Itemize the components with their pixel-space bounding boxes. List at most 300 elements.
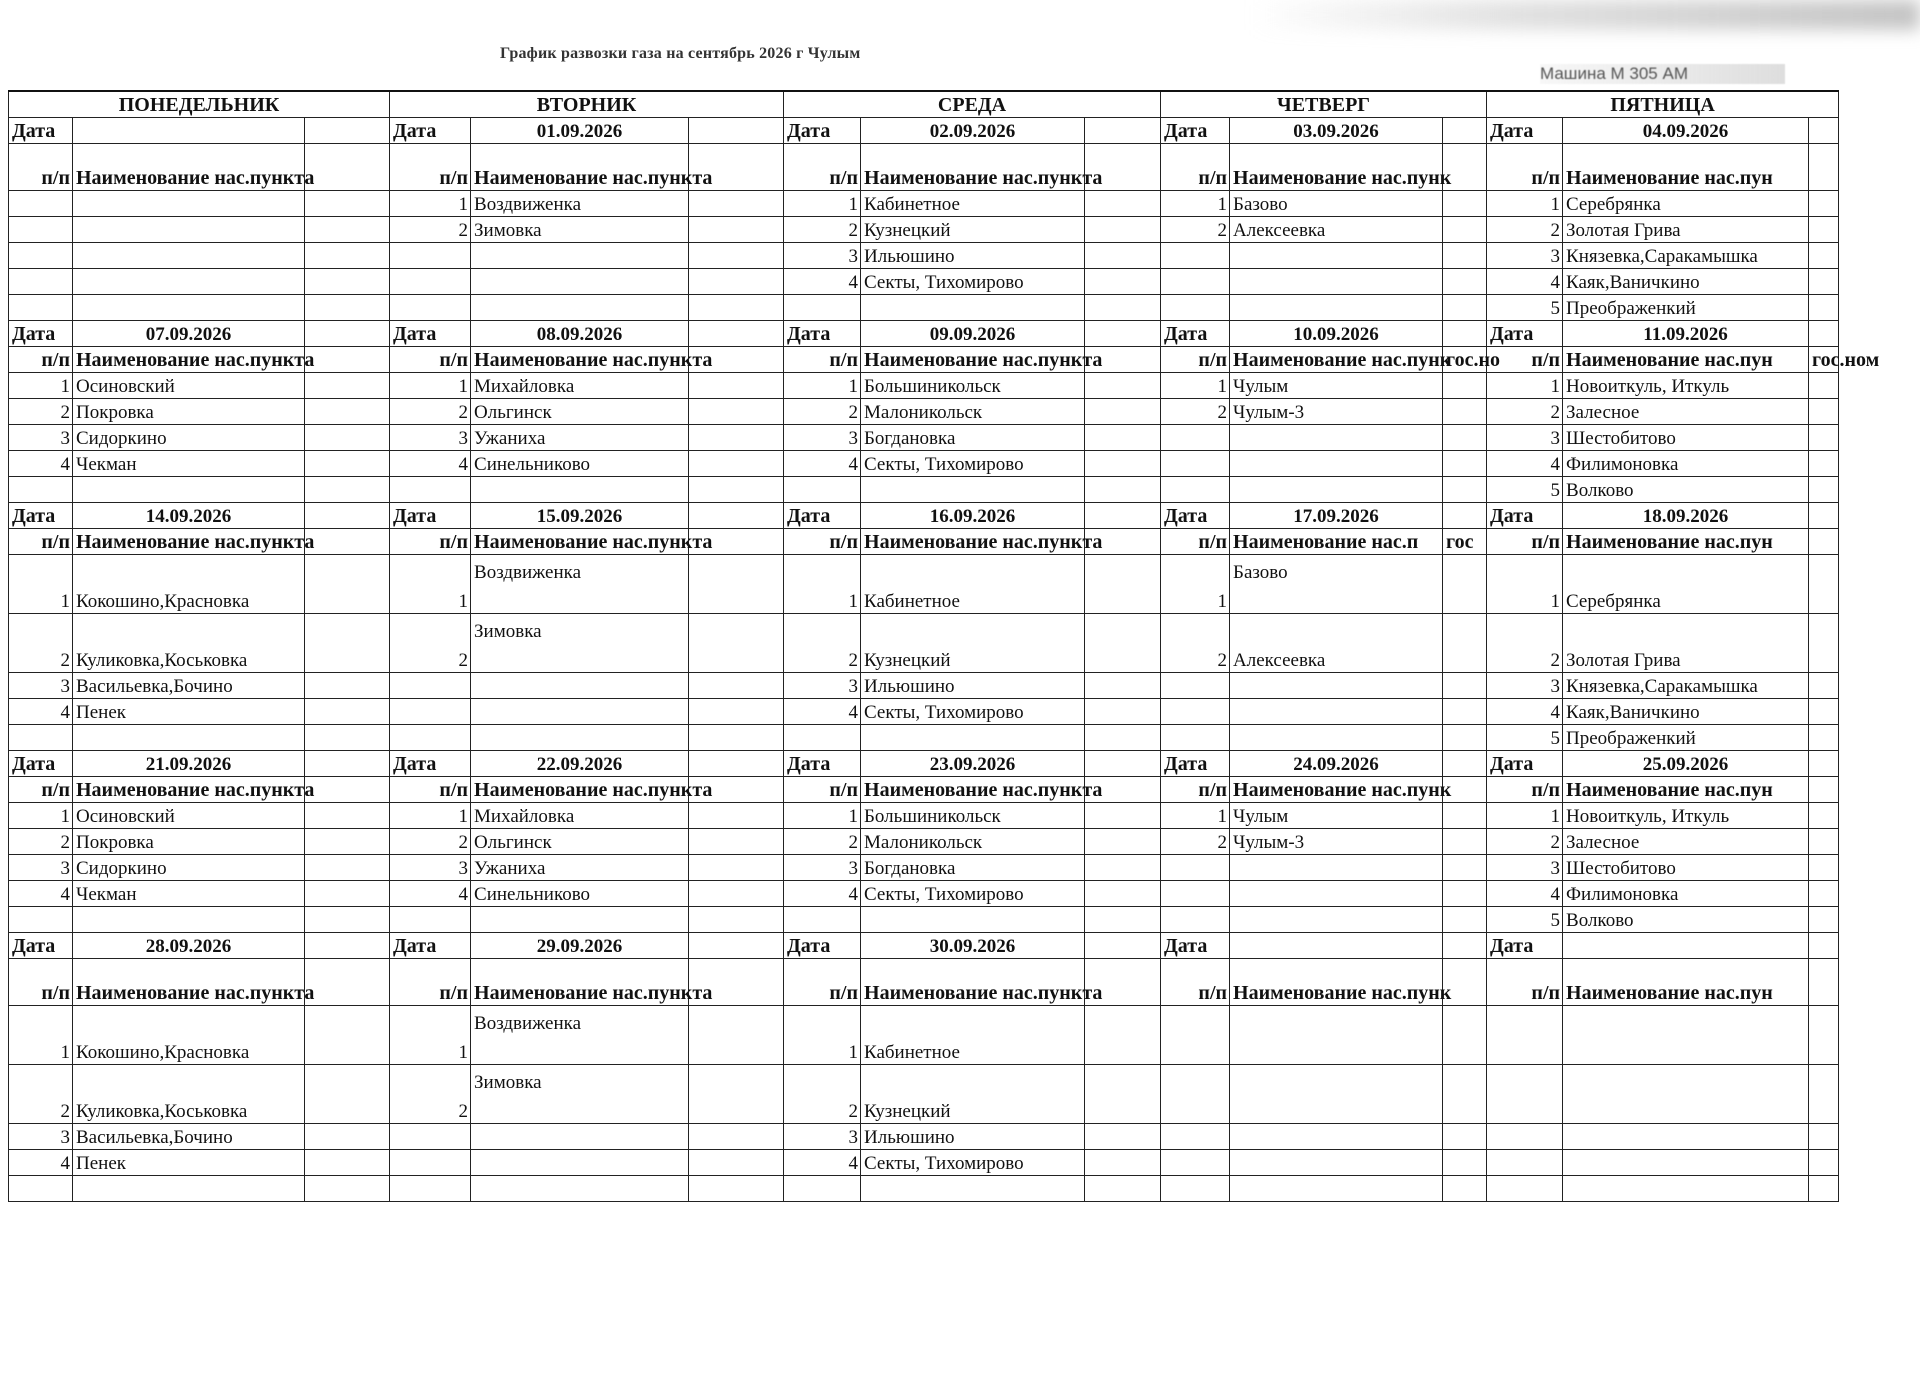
entry-num: 3 bbox=[1487, 425, 1563, 451]
entry-num bbox=[1161, 425, 1230, 451]
entry-gos bbox=[1809, 881, 1839, 907]
entry-gos bbox=[1085, 829, 1161, 855]
entry-num bbox=[9, 217, 73, 243]
entry-place bbox=[861, 295, 1085, 321]
entry-gos bbox=[305, 425, 390, 451]
entry-gos bbox=[1443, 614, 1487, 673]
entry-gos bbox=[1809, 855, 1839, 881]
entry-gos bbox=[305, 881, 390, 907]
entry-num bbox=[390, 1176, 471, 1202]
entry-num bbox=[9, 295, 73, 321]
entry-place: Ужаниха bbox=[471, 425, 689, 451]
date-extra bbox=[305, 751, 390, 777]
header-place: Наименование нас.пункта bbox=[861, 529, 1085, 555]
date-value: 29.09.2026 bbox=[471, 933, 689, 959]
date-value: 24.09.2026 bbox=[1230, 751, 1443, 777]
entry-num bbox=[390, 243, 471, 269]
entry-gos bbox=[1085, 1124, 1161, 1150]
day-header-3: ЧЕТВЕРГ bbox=[1161, 91, 1487, 118]
date-extra bbox=[305, 118, 390, 144]
date-value: 04.09.2026 bbox=[1563, 118, 1809, 144]
entry-gos bbox=[1443, 399, 1487, 425]
entry-place: Золотая Грива bbox=[1563, 614, 1809, 673]
entry-gos bbox=[305, 907, 390, 933]
entry-place bbox=[1230, 243, 1443, 269]
entry-gos bbox=[1809, 243, 1839, 269]
entry-gos bbox=[689, 881, 784, 907]
entry-gos bbox=[1085, 1176, 1161, 1202]
entry-gos bbox=[1085, 191, 1161, 217]
header-num: п/п bbox=[784, 529, 861, 555]
entry-gos bbox=[689, 829, 784, 855]
entry-gos bbox=[689, 477, 784, 503]
entry-place: Каяк,Ваничкино bbox=[1563, 699, 1809, 725]
entry-place: Малоникольск bbox=[861, 829, 1085, 855]
entry-place bbox=[1230, 1065, 1443, 1124]
entry-num: 2 bbox=[1487, 829, 1563, 855]
entry-num: 1 bbox=[9, 373, 73, 399]
entry-place: Большиникольск bbox=[861, 373, 1085, 399]
entry-gos bbox=[305, 1065, 390, 1124]
entry-gos bbox=[1809, 1006, 1839, 1065]
date-extra bbox=[1443, 118, 1487, 144]
entry-place: Секты, Тихомирово bbox=[861, 269, 1085, 295]
entry-place: Пенек bbox=[73, 1150, 305, 1176]
date-extra bbox=[689, 321, 784, 347]
entry-num: 2 bbox=[784, 614, 861, 673]
date-extra bbox=[305, 321, 390, 347]
entry-num: 4 bbox=[9, 451, 73, 477]
date-label: Дата bbox=[1487, 118, 1563, 144]
entry-num: 1 bbox=[1161, 191, 1230, 217]
date-extra bbox=[1085, 118, 1161, 144]
entry-num bbox=[390, 269, 471, 295]
header-place: Наименование нас.пун bbox=[1563, 529, 1809, 555]
entry-place: Ильюшино bbox=[861, 673, 1085, 699]
entry-gos bbox=[689, 425, 784, 451]
entry-place: Покровка bbox=[73, 399, 305, 425]
entry-num bbox=[1161, 1065, 1230, 1124]
entry-num: 4 bbox=[784, 881, 861, 907]
entry-place bbox=[73, 295, 305, 321]
header-gos bbox=[305, 144, 390, 191]
entry-place: Шестобитово bbox=[1563, 855, 1809, 881]
entry-num: 2 bbox=[784, 1065, 861, 1124]
entry-num: 2 bbox=[784, 217, 861, 243]
entry-place bbox=[861, 477, 1085, 503]
entry-place: Покровка bbox=[73, 829, 305, 855]
entry-num: 2 bbox=[1161, 829, 1230, 855]
entry-num bbox=[9, 243, 73, 269]
entry-gos bbox=[1809, 373, 1839, 399]
delivery-schedule-table bbox=[8, 90, 1880, 1202]
entry-gos bbox=[1809, 907, 1839, 933]
entry-num: 3 bbox=[390, 855, 471, 881]
entry-place bbox=[73, 243, 305, 269]
entry-num: 1 bbox=[1487, 803, 1563, 829]
entry-place: Кабинетное bbox=[861, 1006, 1085, 1065]
date-value: 07.09.2026 bbox=[73, 321, 305, 347]
entry-gos bbox=[1085, 1006, 1161, 1065]
entry-gos bbox=[1085, 217, 1161, 243]
entry-gos bbox=[1443, 373, 1487, 399]
entry-gos bbox=[1809, 399, 1839, 425]
header-place: Наименование нас.пун bbox=[1563, 959, 1809, 1006]
entry-gos bbox=[1443, 269, 1487, 295]
entry-gos bbox=[305, 725, 390, 751]
entry-place: Ильюшино bbox=[861, 243, 1085, 269]
entry-num: 1 bbox=[1487, 191, 1563, 217]
header-place: Наименование нас.пункта bbox=[73, 777, 305, 803]
date-label: Дата bbox=[390, 751, 471, 777]
header-num: п/п bbox=[1487, 777, 1563, 803]
header-num: п/п bbox=[1161, 347, 1230, 373]
entry-gos bbox=[1085, 295, 1161, 321]
date-extra bbox=[1809, 933, 1839, 959]
date-label: Дата bbox=[1161, 118, 1230, 144]
entry-num bbox=[1161, 451, 1230, 477]
entry-place: Кузнецкий bbox=[861, 1065, 1085, 1124]
entry-num bbox=[390, 699, 471, 725]
date-extra bbox=[689, 933, 784, 959]
entry-place bbox=[471, 1150, 689, 1176]
entry-num: 4 bbox=[784, 451, 861, 477]
entry-gos bbox=[689, 399, 784, 425]
entry-gos bbox=[1443, 829, 1487, 855]
entry-place bbox=[861, 1176, 1085, 1202]
header-place: Наименование нас.пункта bbox=[861, 144, 1085, 191]
entry-num: 3 bbox=[390, 425, 471, 451]
header-num: п/п bbox=[9, 959, 73, 1006]
entry-num bbox=[1487, 1065, 1563, 1124]
date-label: Дата bbox=[1161, 503, 1230, 529]
header-num: п/п bbox=[784, 959, 861, 1006]
entry-place: Сидоркино bbox=[73, 425, 305, 451]
header-num: п/п bbox=[1161, 959, 1230, 1006]
entry-gos bbox=[1085, 269, 1161, 295]
date-label: Дата bbox=[1487, 503, 1563, 529]
entry-gos bbox=[689, 269, 784, 295]
entry-place bbox=[73, 907, 305, 933]
entry-place bbox=[471, 269, 689, 295]
date-value: 28.09.2026 bbox=[73, 933, 305, 959]
entry-place bbox=[471, 1124, 689, 1150]
entry-place bbox=[73, 191, 305, 217]
entry-gos bbox=[1085, 555, 1161, 614]
entry-gos bbox=[1809, 477, 1839, 503]
entry-place: Ильюшино bbox=[861, 1124, 1085, 1150]
entry-place: Новоиткуль, Иткуль bbox=[1563, 803, 1809, 829]
entry-place bbox=[1230, 1006, 1443, 1065]
entry-place: Чекман bbox=[73, 451, 305, 477]
entry-num: 3 bbox=[784, 425, 861, 451]
date-extra bbox=[1809, 751, 1839, 777]
date-extra bbox=[1443, 933, 1487, 959]
entry-place: Новоиткуль, Иткуль bbox=[1563, 373, 1809, 399]
entry-num: 4 bbox=[9, 699, 73, 725]
scan-shadow bbox=[1250, 0, 1920, 30]
entry-gos bbox=[305, 243, 390, 269]
entry-gos bbox=[689, 451, 784, 477]
entry-place: Волково bbox=[1563, 477, 1809, 503]
entry-num bbox=[1161, 1006, 1230, 1065]
entry-gos bbox=[1085, 477, 1161, 503]
entry-gos bbox=[305, 1150, 390, 1176]
header-place: Наименование нас.пунк bbox=[1230, 777, 1443, 803]
date-label: Дата bbox=[9, 118, 73, 144]
header-place: Наименование нас.пункта bbox=[471, 144, 689, 191]
entry-place: Кабинетное bbox=[861, 191, 1085, 217]
entry-place: Чулым bbox=[1230, 803, 1443, 829]
entry-num: 2 bbox=[784, 829, 861, 855]
entry-num: 4 bbox=[390, 881, 471, 907]
entry-gos bbox=[689, 803, 784, 829]
header-place: Наименование нас.пункта bbox=[471, 529, 689, 555]
header-place: Наименование нас.пунк bbox=[1230, 144, 1443, 191]
entry-place: Князевка,Саракамышка bbox=[1563, 243, 1809, 269]
header-place: Наименование нас.пункта bbox=[861, 959, 1085, 1006]
entry-num: 3 bbox=[9, 855, 73, 881]
header-place: Наименование нас.пункта bbox=[73, 529, 305, 555]
header-gos bbox=[1809, 777, 1839, 803]
entry-place bbox=[1230, 477, 1443, 503]
header-gos bbox=[305, 777, 390, 803]
entry-gos bbox=[689, 555, 784, 614]
entry-gos bbox=[305, 1124, 390, 1150]
entry-num: 2 bbox=[390, 1065, 471, 1124]
header-gos bbox=[1809, 144, 1839, 191]
entry-gos bbox=[305, 855, 390, 881]
entry-num bbox=[1161, 881, 1230, 907]
entry-gos bbox=[689, 699, 784, 725]
entry-place: Зимовка bbox=[471, 1065, 689, 1124]
entry-num bbox=[784, 725, 861, 751]
date-extra bbox=[305, 933, 390, 959]
header-num: п/п bbox=[9, 529, 73, 555]
date-label: Дата bbox=[1487, 933, 1563, 959]
entry-place: Куликовка,Коськовка bbox=[73, 614, 305, 673]
entry-place bbox=[1230, 725, 1443, 751]
entry-gos bbox=[689, 855, 784, 881]
date-value: 30.09.2026 bbox=[861, 933, 1085, 959]
header-num: п/п bbox=[1487, 144, 1563, 191]
header-place: Наименование нас.пункта bbox=[73, 347, 305, 373]
entry-gos bbox=[1443, 425, 1487, 451]
date-value: 10.09.2026 bbox=[1230, 321, 1443, 347]
date-label: Дата bbox=[784, 321, 861, 347]
entry-num bbox=[9, 191, 73, 217]
date-label: Дата bbox=[1487, 321, 1563, 347]
entry-place: Залесное bbox=[1563, 399, 1809, 425]
entry-gos bbox=[689, 673, 784, 699]
entry-num bbox=[390, 1150, 471, 1176]
entry-gos bbox=[1809, 803, 1839, 829]
entry-gos bbox=[305, 1006, 390, 1065]
entry-num bbox=[1161, 855, 1230, 881]
header-place: Наименование нас.пун bbox=[1563, 777, 1809, 803]
entry-place bbox=[73, 477, 305, 503]
header-place: Наименование нас.пункта bbox=[73, 144, 305, 191]
date-value bbox=[73, 118, 305, 144]
entry-num: 4 bbox=[1487, 269, 1563, 295]
entry-place bbox=[471, 243, 689, 269]
entry-place: Алексеевка bbox=[1230, 614, 1443, 673]
entry-num: 1 bbox=[1487, 373, 1563, 399]
entry-place: Воздвиженка bbox=[471, 191, 689, 217]
entry-place: Михайловка bbox=[471, 803, 689, 829]
entry-num bbox=[9, 269, 73, 295]
entry-num: 1 bbox=[9, 1006, 73, 1065]
entry-num bbox=[9, 725, 73, 751]
entry-gos bbox=[305, 373, 390, 399]
entry-gos bbox=[689, 1150, 784, 1176]
entry-place: Осиновский bbox=[73, 373, 305, 399]
entry-place: Филимоновка bbox=[1563, 451, 1809, 477]
entry-place: Васильевка,Бочино bbox=[73, 1124, 305, 1150]
entry-gos bbox=[305, 673, 390, 699]
entry-gos bbox=[689, 907, 784, 933]
date-label: Дата bbox=[784, 751, 861, 777]
entry-place: Синельниково bbox=[471, 451, 689, 477]
entry-num: 4 bbox=[1487, 451, 1563, 477]
entry-gos bbox=[1443, 803, 1487, 829]
date-extra bbox=[1443, 751, 1487, 777]
entry-num: 2 bbox=[390, 829, 471, 855]
header-place: Наименование нас.пункта bbox=[861, 777, 1085, 803]
entry-place: Чулым-3 bbox=[1230, 399, 1443, 425]
entry-place: Воздвиженка bbox=[471, 1006, 689, 1065]
date-extra bbox=[1809, 118, 1839, 144]
date-extra bbox=[1085, 751, 1161, 777]
header-place: Наименование нас.пункта bbox=[471, 959, 689, 1006]
entry-num: 4 bbox=[9, 881, 73, 907]
entry-place bbox=[73, 269, 305, 295]
entry-num bbox=[1161, 269, 1230, 295]
entry-gos bbox=[1085, 803, 1161, 829]
entry-num: 2 bbox=[9, 614, 73, 673]
entry-gos bbox=[1809, 1176, 1839, 1202]
entry-num bbox=[784, 477, 861, 503]
entry-gos bbox=[1085, 1150, 1161, 1176]
entry-num: 2 bbox=[1161, 614, 1230, 673]
entry-gos bbox=[1809, 217, 1839, 243]
entry-num bbox=[784, 907, 861, 933]
entry-place bbox=[1563, 1150, 1809, 1176]
entry-gos bbox=[1443, 1150, 1487, 1176]
entry-gos bbox=[1443, 555, 1487, 614]
entry-num: 3 bbox=[9, 673, 73, 699]
header-num: п/п bbox=[784, 777, 861, 803]
date-value: 03.09.2026 bbox=[1230, 118, 1443, 144]
entry-place bbox=[1230, 907, 1443, 933]
entry-gos bbox=[305, 269, 390, 295]
entry-gos bbox=[305, 217, 390, 243]
entry-place bbox=[73, 725, 305, 751]
entry-gos bbox=[1085, 451, 1161, 477]
entry-gos bbox=[1443, 477, 1487, 503]
entry-num: 1 bbox=[9, 555, 73, 614]
date-extra bbox=[689, 751, 784, 777]
entry-place: Чекман bbox=[73, 881, 305, 907]
entry-gos bbox=[689, 295, 784, 321]
entry-num: 1 bbox=[1161, 373, 1230, 399]
date-label: Дата bbox=[784, 503, 861, 529]
entry-place: Базово bbox=[1230, 555, 1443, 614]
header-num: п/п bbox=[390, 777, 471, 803]
header-gos bbox=[1809, 959, 1839, 1006]
entry-place bbox=[1230, 1176, 1443, 1202]
entry-place bbox=[471, 907, 689, 933]
entry-place bbox=[1230, 269, 1443, 295]
entry-num: 1 bbox=[390, 191, 471, 217]
entry-gos bbox=[1443, 1065, 1487, 1124]
header-gos: гос.ном bbox=[1809, 347, 1839, 373]
entry-num: 2 bbox=[1487, 217, 1563, 243]
entry-num: 2 bbox=[390, 217, 471, 243]
entry-gos bbox=[689, 614, 784, 673]
header-num: п/п bbox=[1487, 347, 1563, 373]
entry-num: 3 bbox=[1487, 855, 1563, 881]
entry-gos bbox=[1443, 243, 1487, 269]
entry-num bbox=[1161, 243, 1230, 269]
vehicle-number: Машина М 305 АМ bbox=[1540, 64, 1785, 84]
entry-gos bbox=[305, 295, 390, 321]
entry-num: 3 bbox=[9, 1124, 73, 1150]
entry-gos bbox=[305, 399, 390, 425]
entry-num bbox=[1487, 1124, 1563, 1150]
entry-gos bbox=[1809, 725, 1839, 751]
entry-gos bbox=[1809, 673, 1839, 699]
entry-gos bbox=[1443, 295, 1487, 321]
date-value: 02.09.2026 bbox=[861, 118, 1085, 144]
date-label: Дата bbox=[9, 321, 73, 347]
header-place: Наименование нас.пунк bbox=[1230, 959, 1443, 1006]
entry-num: 1 bbox=[784, 191, 861, 217]
entry-num: 4 bbox=[1487, 699, 1563, 725]
entry-num bbox=[1487, 1150, 1563, 1176]
entry-gos bbox=[1443, 725, 1487, 751]
entry-num: 1 bbox=[390, 803, 471, 829]
entry-num: 1 bbox=[1161, 803, 1230, 829]
entry-place bbox=[1230, 1124, 1443, 1150]
entry-num bbox=[1161, 1150, 1230, 1176]
entry-gos bbox=[1085, 425, 1161, 451]
date-label: Дата bbox=[390, 933, 471, 959]
entry-gos bbox=[1085, 855, 1161, 881]
entry-gos bbox=[1443, 1176, 1487, 1202]
entry-num: 4 bbox=[784, 269, 861, 295]
entry-num: 4 bbox=[1487, 881, 1563, 907]
entry-place: Секты, Тихомирово bbox=[861, 1150, 1085, 1176]
date-label: Дата bbox=[9, 933, 73, 959]
entry-gos bbox=[1085, 243, 1161, 269]
entry-place: Преображенкий bbox=[1563, 725, 1809, 751]
entry-gos bbox=[1085, 673, 1161, 699]
header-num: п/п bbox=[1487, 529, 1563, 555]
header-gos bbox=[1809, 529, 1839, 555]
date-label: Дата bbox=[390, 118, 471, 144]
entry-place: Алексеевка bbox=[1230, 217, 1443, 243]
header-num: п/п bbox=[1161, 144, 1230, 191]
entry-gos bbox=[1809, 269, 1839, 295]
entry-gos bbox=[689, 1065, 784, 1124]
entry-place bbox=[471, 295, 689, 321]
header-gos: гос.но bbox=[1443, 347, 1487, 373]
date-value bbox=[1230, 933, 1443, 959]
entry-num bbox=[1161, 1124, 1230, 1150]
date-label: Дата bbox=[9, 503, 73, 529]
entry-gos bbox=[1809, 555, 1839, 614]
